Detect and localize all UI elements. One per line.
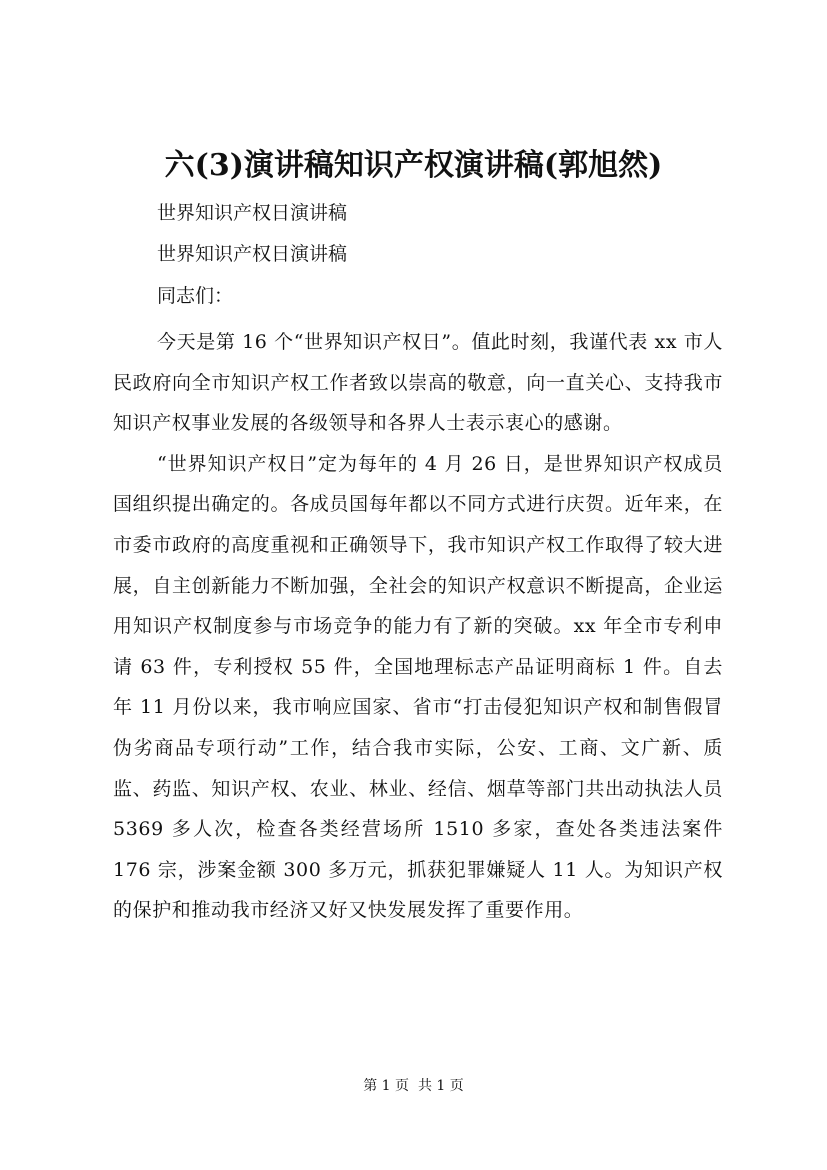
paragraph-ip-day: “世界知识产权日”定为每年的 4 月 26 日，是世界知识产权成员国组织提出确定的。各成员国每年都以不同方式进行庆贺。近年来，在市委市政府的高度重视和正确领导下，我市知识产权工作取得了较大进展，自主创新能力不断加强，全社会的知识产权意识不断提高，企业运用知识产权制度参与市场竞争的能力有了新的突破。xx 年全市专利申请 63 件，专利授权 55 件，全国地理标志产品证明商标 1 件。自去年 11 月份以来，我市响应国家、省市“打击侵犯知识产权和制售假冒伪劣商品专项行动”工作，结合我市实际，公安、工商、文广新、质监、药监、知识产权、农业、林业、经信、烟草等部门共出动执法人员 5369 多人次，检查各类经营场所 1510 多家，查处各类违法案件 176 宗，涉案金额 300 多万元，抓获犯罪嫌疑人 11 人。为知识产权的保护和推动我市经济又好又快发展发挥了重要作用。 bbox=[113, 452, 723, 922]
subtitle-line-1: 世界知识产权日演讲稿 bbox=[157, 202, 348, 224]
document-title: 六(3)演讲稿知识产权演讲稿(郭旭然) bbox=[164, 148, 663, 183]
page-footer: 第 1 页 共 1 页 bbox=[363, 1078, 464, 1094]
subtitle-line-2: 世界知识产权日演讲稿 bbox=[157, 243, 348, 265]
document-body bbox=[113, 322, 723, 931]
paragraph-opening: 今天是第 16 个“世界知识产权日”。值此时刻，我谨代表 xx 市人民政府向全市知识产权工作者致以崇高的敬意，向一直关心、支持我市知识产权事业发展的各级领导和各界人士表示衷心的感谢。 bbox=[113, 331, 723, 435]
salutation: 同志们： bbox=[157, 285, 234, 307]
